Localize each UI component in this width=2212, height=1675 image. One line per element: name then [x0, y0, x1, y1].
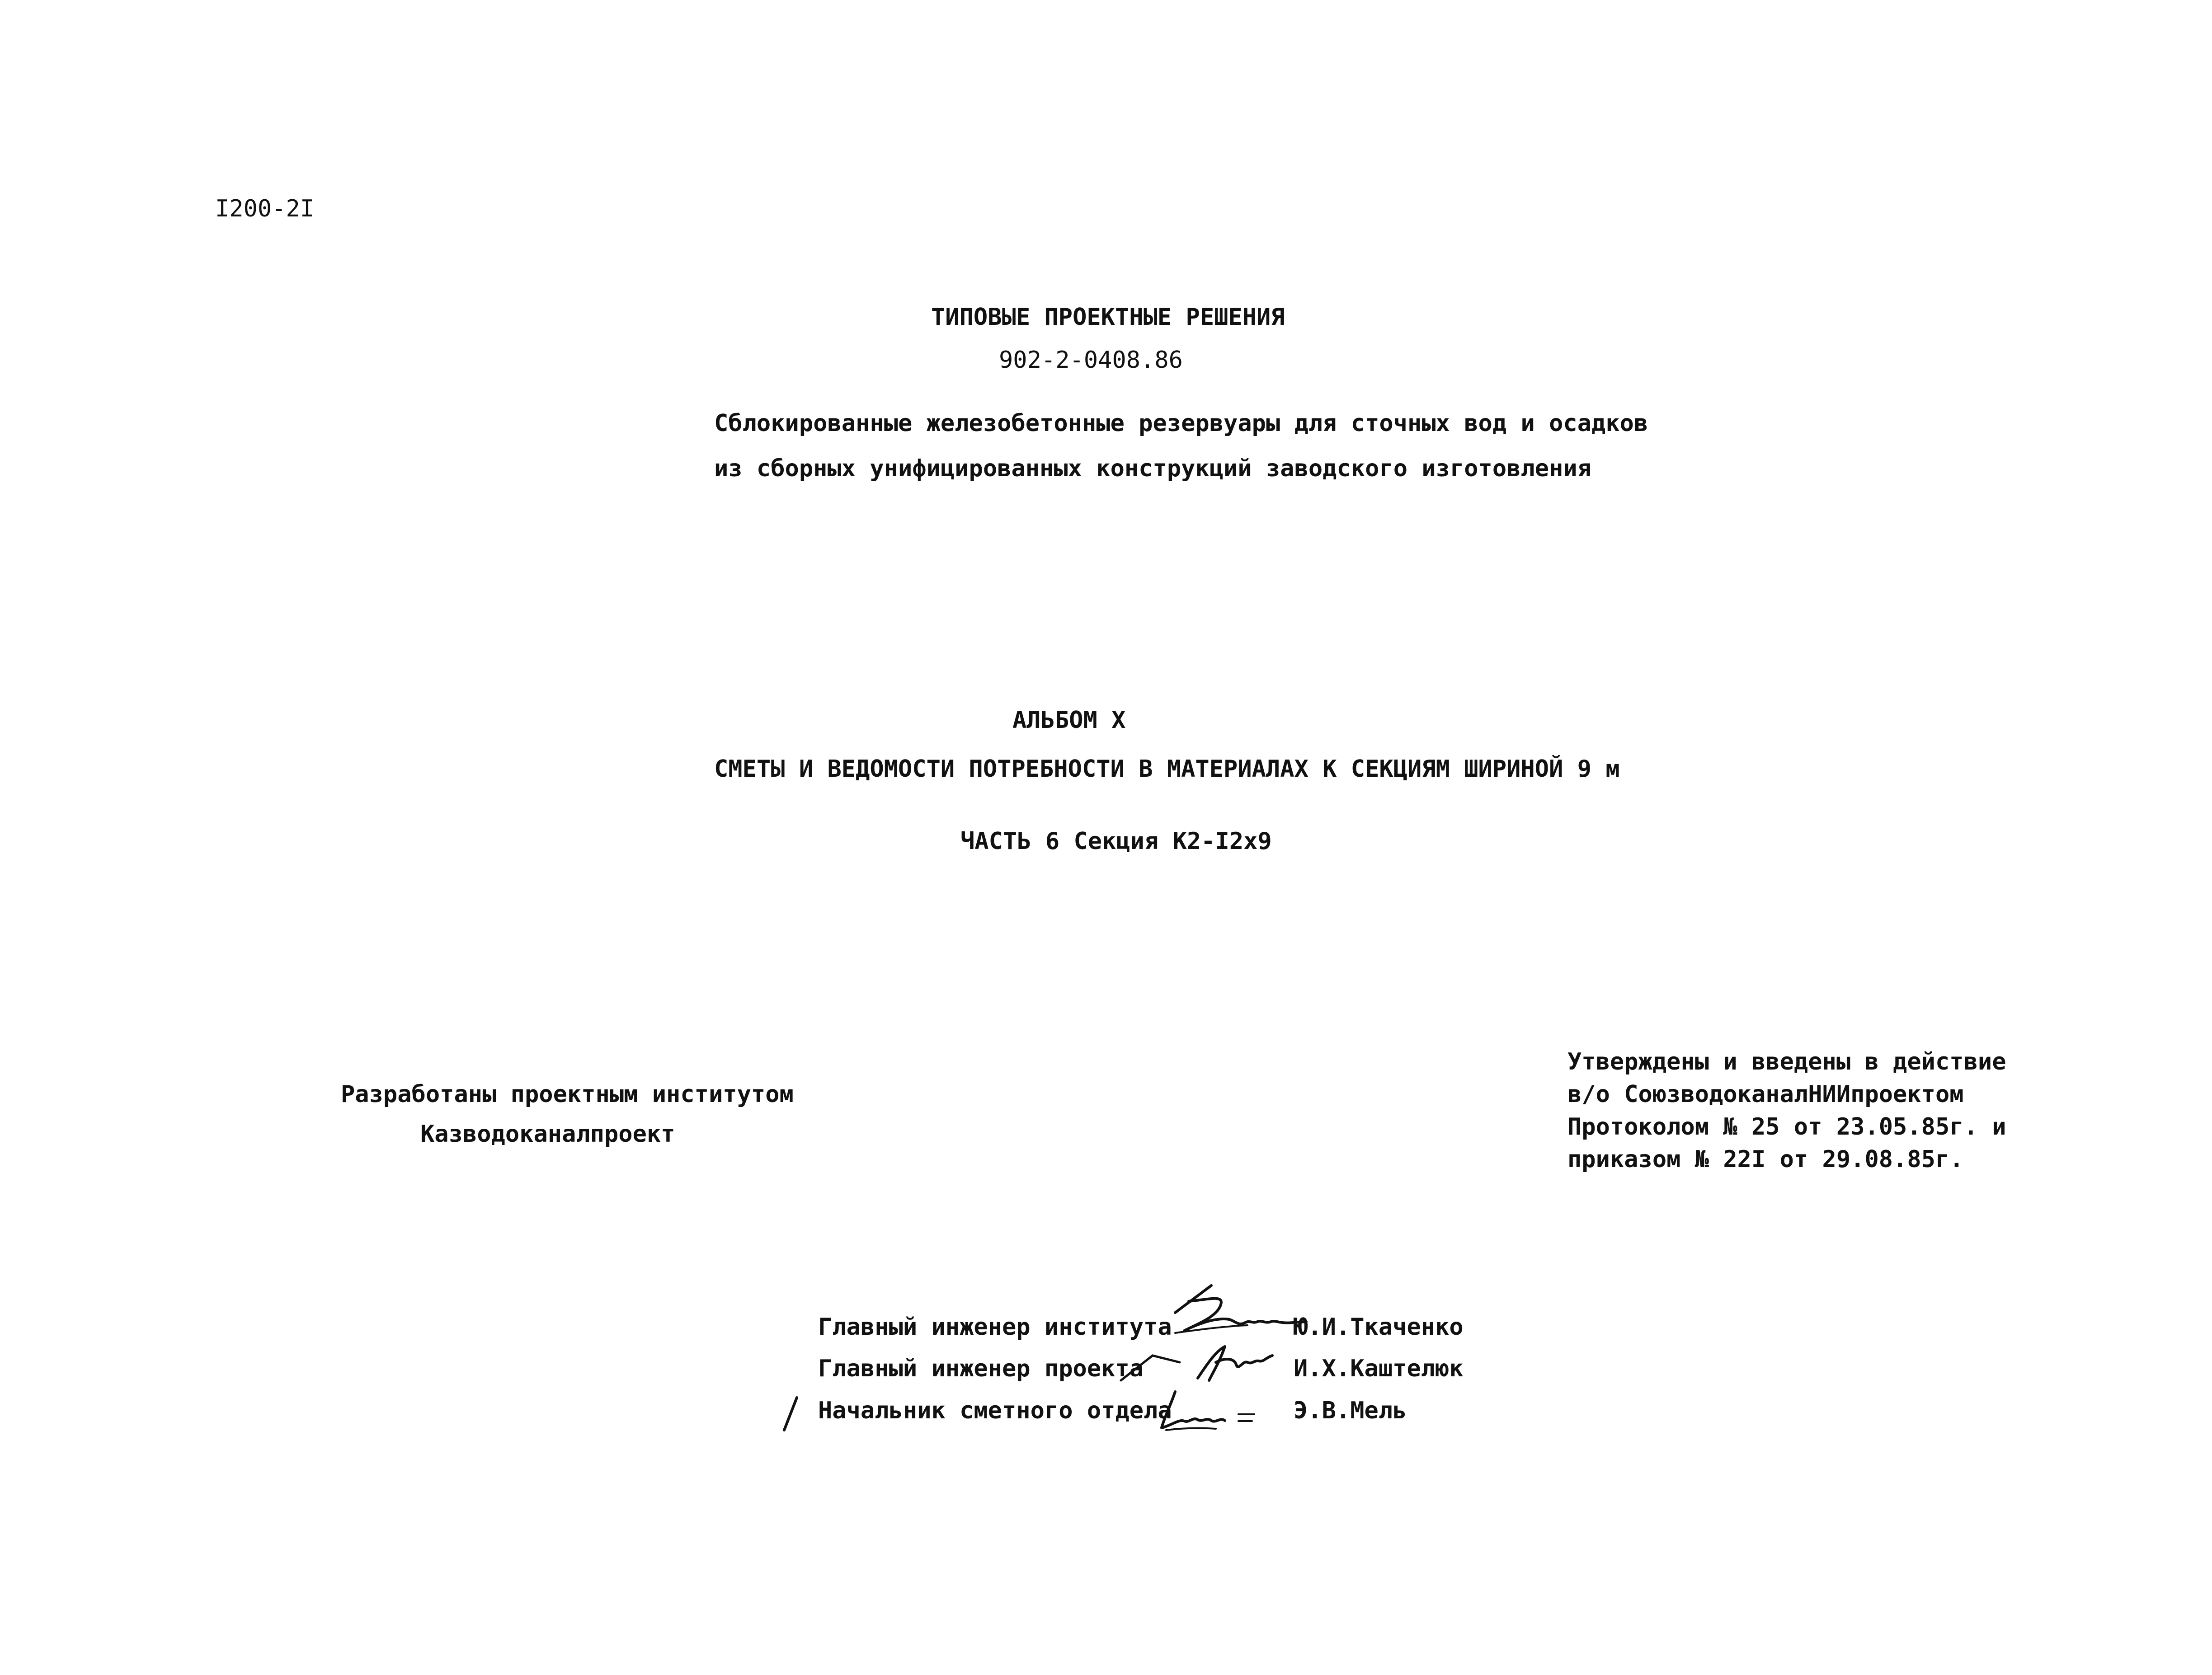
handwritten-signature-2 — [1112, 1337, 1302, 1387]
approval-line-4: приказом № 22I от 29.08.85г. — [1567, 1146, 1964, 1173]
series-number: 902-2-0408.86 — [999, 347, 1183, 374]
signature-name-1: Ю.И.Ткаченко — [1294, 1314, 1464, 1341]
approval-line-3: Протоколом № 25 от 23.05.85г. и — [1567, 1113, 2006, 1140]
signature-role-2: Главный инженер проекта — [818, 1355, 1144, 1382]
approval-line-2: в/о СоюзводоканалНИИпроектом — [1567, 1081, 1964, 1108]
developer-line-2: Казводоканалпроект — [420, 1121, 675, 1148]
margin-stroke-mark — [780, 1394, 802, 1435]
document-code: I200-2I — [215, 195, 315, 222]
album-title: СМЕТЫ И ВЕДОМОСТИ ПОТРЕБНОСТИ В МАТЕРИАЛАХ К СЕКЦИЯМ ШИРИНОЙ 9 м — [714, 755, 1620, 783]
approval-line-1: Утверждены и введены в действие — [1567, 1048, 2006, 1075]
subtitle-line-2: из сборных унифицированных конструкций заводского изготовления — [714, 455, 1592, 482]
album-number: АЛЬБОМ X — [1012, 707, 1126, 734]
developer-line-1: Разработаны проектным институтом — [341, 1081, 794, 1108]
signature-name-3: Э.В.Мель — [1294, 1397, 1407, 1424]
subtitle-line-1: Сблокированные железобетонные резервуары для сточных вод и осадков — [714, 410, 1648, 437]
signature-role-3: Начальник сметного отдела — [818, 1397, 1172, 1424]
series-title: ТИПОВЫЕ ПРОЕКТНЫЕ РЕШЕНИЯ — [931, 304, 1285, 331]
part-title: ЧАСТЬ 6 Секция К2-I2х9 — [960, 828, 1272, 855]
signature-name-2: И.Х.Каштелюк — [1294, 1355, 1464, 1382]
handwritten-signature-3 — [1157, 1387, 1266, 1441]
signature-role-1: Главный инженер института — [818, 1314, 1172, 1341]
